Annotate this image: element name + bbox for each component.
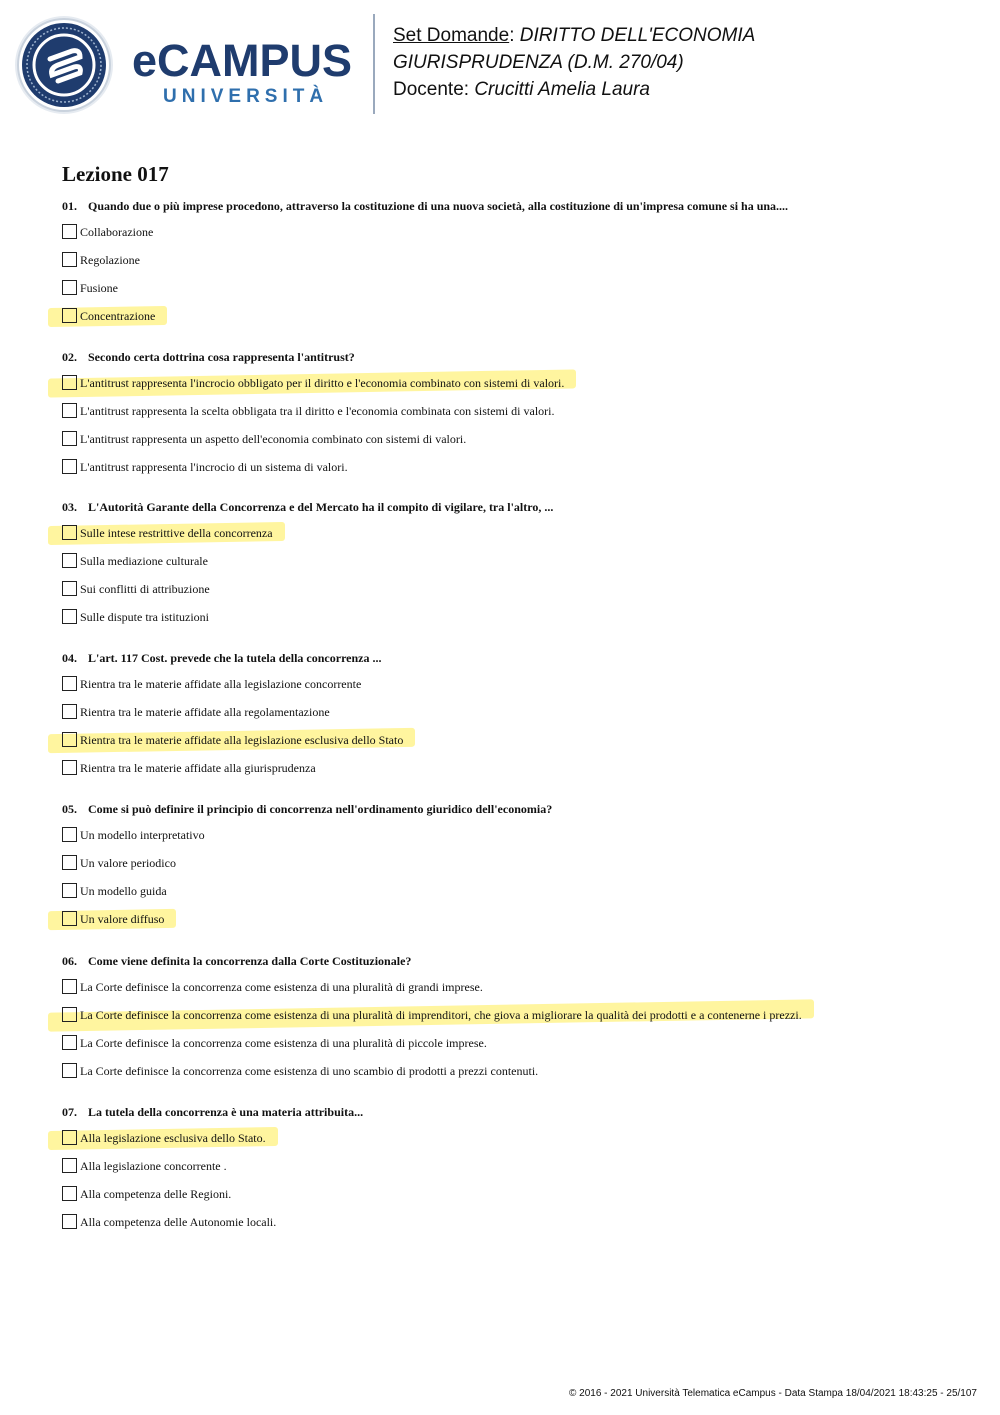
answer-checkbox[interactable] [62, 431, 77, 446]
answer-option[interactable] [62, 674, 962, 702]
answer-checkbox[interactable] [62, 403, 77, 418]
ecampus-logo-text: eCAMPUS [132, 35, 353, 86]
lesson-title: Lezione 017 [62, 162, 169, 186]
question-block [62, 799, 962, 937]
question-block [62, 497, 962, 635]
answer-label: Un valore periodico [80, 856, 176, 870]
answer-option[interactable] [62, 250, 962, 278]
answer-label: L'antitrust rappresenta la scelta obbligata tra il diritto e l'economia combinata con sistemi di valori. [80, 404, 555, 418]
answer-checkbox[interactable] [62, 252, 77, 267]
answer-checkbox[interactable] [62, 979, 77, 994]
answer-option[interactable] [62, 551, 962, 579]
answer-option[interactable] [62, 730, 962, 758]
question-text [62, 951, 962, 971]
answer-label: Sulle dispute tra istituzioni [80, 610, 209, 624]
set-title-line2 [393, 49, 755, 76]
question-block [62, 196, 962, 334]
answer-label: Rientra tra le materie affidate alla legislazione esclusiva dello Stato [80, 733, 404, 747]
answer-label: Concentrazione [80, 309, 156, 323]
question-label: L'art. 117 Cost. prevede che la tutela della concorrenza ... [88, 651, 382, 665]
header-divider [373, 14, 375, 114]
docente-label: Docente: [393, 79, 470, 100]
answer-option[interactable] [62, 881, 962, 909]
answer-option[interactable] [62, 853, 962, 881]
set-label: Set Domande [393, 25, 510, 46]
answer-option[interactable] [62, 909, 962, 937]
answer-label: L'antitrust rappresenta un aspetto dell'economia combinato con sistemi di valori. [80, 432, 467, 446]
answer-option[interactable] [62, 523, 962, 551]
answer-option[interactable] [62, 429, 962, 457]
question-label: Come si può definire il principio di concorrenza nell'ordinamento giuridico dell'economia? [88, 802, 553, 816]
answer-label: Un valore diffuso [80, 912, 165, 926]
answer-label: Rientra tra le materie affidate alla regolamentazione [80, 705, 330, 719]
question-block [62, 1102, 962, 1240]
answer-label: L'antitrust rappresenta l'incrocio di un sistema di valori. [80, 460, 348, 474]
answer-checkbox[interactable] [62, 375, 77, 390]
ecampus-seal-icon [14, 15, 114, 115]
answer-option[interactable] [62, 373, 962, 401]
answer-checkbox[interactable] [62, 280, 77, 295]
answer-label: L'antitrust rappresenta l'incrocio obbligato per il diritto e l'economia combinato con sistemi di valori. [80, 376, 565, 390]
set-title-cont: GIURISPRUDENZA (D.M. 270/04) [393, 52, 684, 73]
answer-option[interactable] [62, 825, 962, 853]
answer-option[interactable] [62, 1005, 962, 1033]
question-label: La tutela della concorrenza è una materia attribuita... [88, 1105, 364, 1119]
question-text [62, 347, 962, 367]
answer-option[interactable] [62, 1184, 962, 1212]
question-number: 05. [62, 802, 77, 816]
question-text [62, 196, 962, 216]
answer-option[interactable] [62, 401, 962, 429]
answer-checkbox[interactable] [62, 1158, 77, 1173]
answer-label: Fusione [80, 281, 119, 295]
answer-checkbox[interactable] [62, 581, 77, 596]
answer-option[interactable] [62, 222, 962, 250]
question-block [62, 648, 962, 786]
question-text [62, 1102, 962, 1122]
answer-checkbox[interactable] [62, 911, 77, 926]
answer-option[interactable] [62, 702, 962, 730]
answer-label: Sulla mediazione culturale [80, 554, 208, 568]
answer-option[interactable] [62, 457, 962, 485]
answer-label: Un modello guida [80, 884, 167, 898]
page-header [0, 0, 1000, 130]
question-number: 07. [62, 1105, 77, 1119]
answer-checkbox[interactable] [62, 1214, 77, 1229]
answer-checkbox[interactable] [62, 553, 77, 568]
answer-checkbox[interactable] [62, 224, 77, 239]
question-number: 02. [62, 350, 77, 364]
question-block [62, 951, 962, 1089]
question-number: 06. [62, 954, 77, 968]
question-label: Come viene definita la concorrenza dalla Corte Costituzionale? [88, 954, 412, 968]
question-text [62, 648, 962, 668]
answer-checkbox[interactable] [62, 732, 77, 747]
question-number: 04. [62, 651, 77, 665]
answer-label: Alla competenza delle Regioni. [80, 1187, 232, 1201]
question-number: 01. [62, 199, 77, 213]
answer-label: Rientra tra le materie affidate alla legislazione concorrente [80, 677, 362, 691]
answer-checkbox[interactable] [62, 827, 77, 842]
answer-checkbox[interactable] [62, 760, 77, 775]
answer-checkbox[interactable] [62, 525, 77, 540]
answer-checkbox[interactable] [62, 459, 77, 474]
answer-checkbox[interactable] [62, 609, 77, 624]
answer-option[interactable] [62, 1212, 962, 1240]
answer-option[interactable] [62, 306, 962, 334]
ecampus-logo-subtitle: UNIVERSITÀ [163, 86, 329, 107]
docente-line [393, 76, 755, 103]
answer-label: Alla legislazione esclusiva dello Stato. [80, 1131, 266, 1145]
answer-option[interactable] [62, 1156, 962, 1184]
answer-label: Collaborazione [80, 225, 154, 239]
page-footer: © 2016 - 2021 Università Telematica eCampus - Data Stampa 18/04/2021 18:43:25 - 25/107 [569, 1388, 977, 1399]
question-label: Quando due o più imprese procedono, attraverso la costituzione di una nuova società, alla costituzione di un'impresa comune si ha una.... [88, 199, 789, 213]
answer-checkbox[interactable] [62, 1035, 77, 1050]
answer-label: Un modello interpretativo [80, 828, 205, 842]
answer-checkbox[interactable] [62, 308, 77, 323]
answer-label: Alla competenza delle Autonomie locali. [80, 1215, 277, 1229]
answer-label: La Corte definisce la concorrenza come esistenza di una pluralità di imprenditori, che giova a migliorare la qualità dei prodotti e a contenerne i prezzi. [80, 1008, 802, 1022]
answer-checkbox[interactable] [62, 704, 77, 719]
answer-checkbox[interactable] [62, 1186, 77, 1201]
answer-label: Alla legislazione concorrente . [80, 1159, 227, 1173]
set-title: DIRITTO DELL'ECONOMIA [519, 25, 756, 46]
answer-checkbox[interactable] [62, 1063, 77, 1078]
question-block [62, 347, 962, 485]
answer-checkbox[interactable] [62, 1007, 77, 1022]
docente-name: Crucitti Amelia Laura [474, 79, 650, 100]
question-label: L'Autorità Garante della Concorrenza e del Mercato ha il compito di vigilare, tra l'altro, ... [88, 500, 554, 514]
set-title-line1: Set Domande: DIRITTO DELL'ECONOMIA [393, 25, 756, 46]
answer-option[interactable] [62, 758, 962, 786]
answer-option[interactable] [62, 977, 962, 1005]
answer-label: Sulle intese restrittive della concorrenza [80, 526, 273, 540]
answer-checkbox[interactable] [62, 855, 77, 870]
answer-option[interactable] [62, 1033, 962, 1061]
answer-label: Sui conflitti di attribuzione [80, 582, 210, 596]
answer-option[interactable] [62, 607, 962, 635]
answer-option[interactable] [62, 278, 962, 306]
header-info [393, 22, 755, 103]
question-text [62, 799, 962, 819]
answer-checkbox[interactable] [62, 1130, 77, 1145]
answer-checkbox[interactable] [62, 676, 77, 691]
answer-option[interactable] [62, 579, 962, 607]
question-text [62, 497, 962, 517]
answer-checkbox[interactable] [62, 883, 77, 898]
answer-label: La Corte definisce la concorrenza come esistenza di una pluralità di grandi imprese. [80, 980, 483, 994]
answer-option[interactable] [62, 1128, 962, 1156]
answer-option[interactable] [62, 1061, 962, 1089]
answer-label: Regolazione [80, 253, 140, 267]
question-number: 03. [62, 500, 77, 514]
answer-label: La Corte definisce la concorrenza come esistenza di una pluralità di piccole imprese. [80, 1036, 487, 1050]
answer-label: Rientra tra le materie affidate alla giurisprudenza [80, 761, 316, 775]
answer-label: La Corte definisce la concorrenza come esistenza di uno scambio di prodotti a prezzi contenuti. [80, 1064, 539, 1078]
question-label: Secondo certa dottrina cosa rappresenta l'antitrust? [88, 350, 355, 364]
